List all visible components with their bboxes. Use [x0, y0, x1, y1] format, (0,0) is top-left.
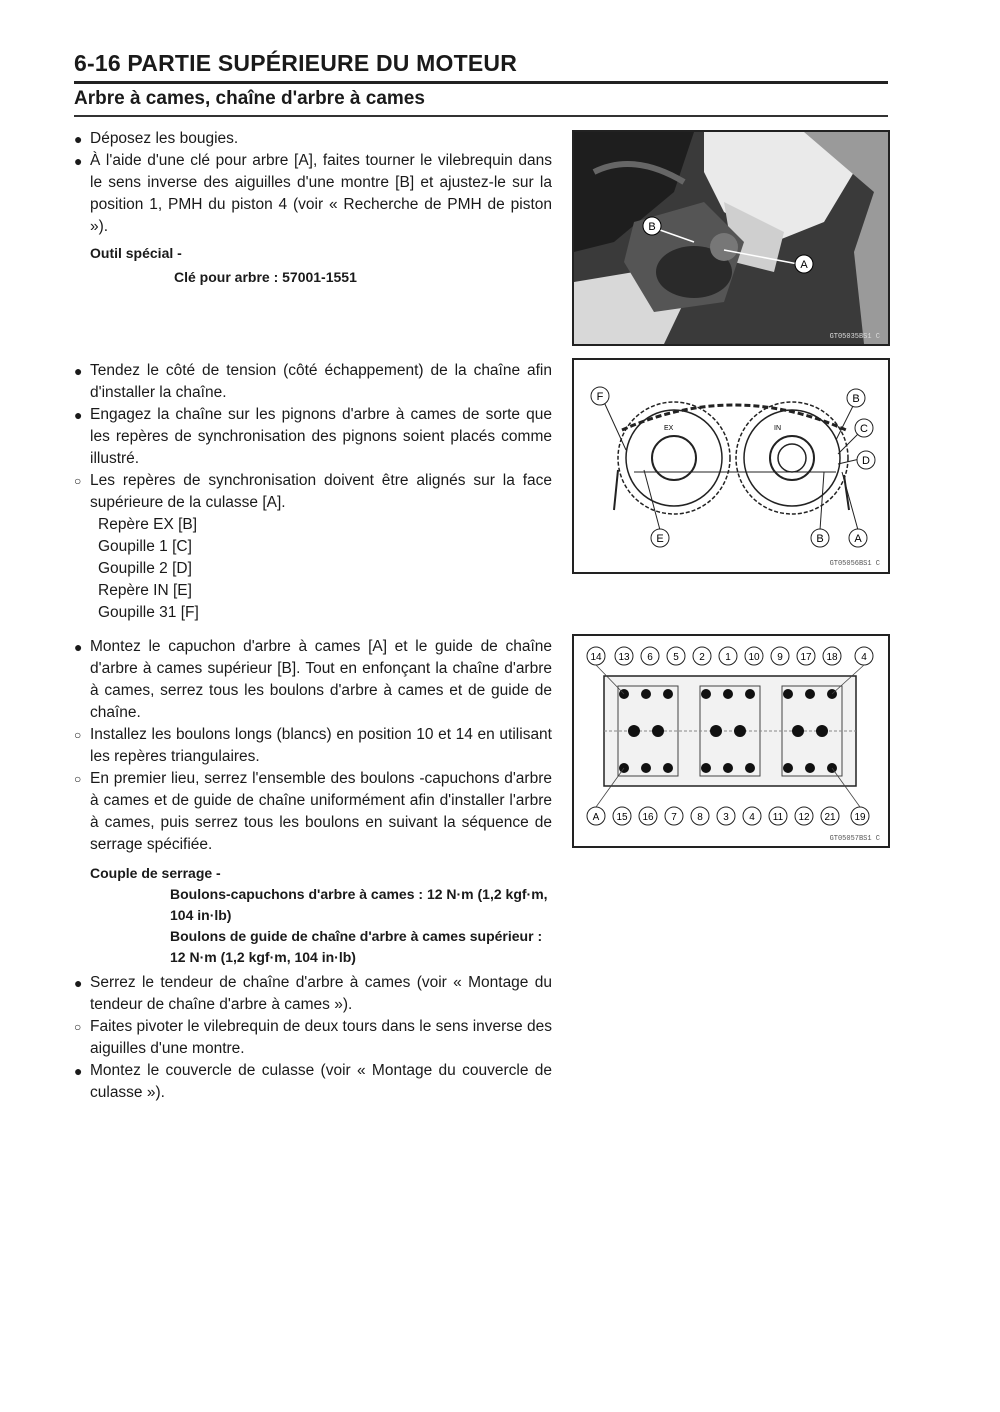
top-bolt-number — [615, 647, 633, 665]
bolt-number: 7 — [671, 812, 677, 823]
crankshaft-photo-illustration — [574, 132, 888, 344]
instruction-text: Installez les boulons longs (blancs) en position 10 et 14 en utilisant les repères triangulaires. — [90, 726, 552, 765]
instruction-text: Serrez le tendeur de chaîne d'arbre à cames (voir « Montage du tendeur de chaîne d'arbre à cames »). — [90, 974, 552, 1013]
bolt-number: 4 — [749, 812, 755, 823]
bolt-number: A — [592, 812, 600, 823]
reference-item: Goupille 31 [F] — [98, 604, 199, 621]
top-bolt-number — [693, 647, 711, 665]
sub-marker: ○ — [74, 474, 82, 488]
instruction-text: En premier lieu, serrez l'ensemble des boulons -capuchons d'arbre à cames et de guide de chaîne uniformément afin d'installer l'arbre à cames, puis serrez tous les boulons en suivant la séquence de serrage spécifiée. — [90, 770, 552, 853]
bottom-bolt-number — [587, 807, 605, 825]
instruction-engage-chain — [74, 404, 552, 470]
label-a: A — [854, 533, 862, 545]
bottom-bolt-number — [717, 807, 735, 825]
bolt-number: 15 — [616, 812, 628, 823]
bolt-number: 11 — [772, 812, 784, 823]
figure-sprocket-diagram — [572, 358, 890, 574]
bolt-sequence-diagram — [574, 636, 888, 846]
bolt-number: 12 — [798, 812, 810, 823]
bottom-bolt-number — [743, 807, 761, 825]
note-tighten-sequence — [74, 768, 552, 856]
reference-item: Repère IN [E] — [98, 582, 192, 599]
instruction-text: Montez le couvercle de culasse (voir « Montage du couvercle de culasse »). — [90, 1062, 552, 1101]
instruction-text: Montez le capuchon d'arbre à cames [A] et le guide de chaîne d'arbre à cames supérieur [B]. Tout en enfonçant la chaîne d'arbre à cames, serrez tous les boulons d'arbre à cames et de guide de chaîne. — [90, 638, 552, 721]
block1-text — [74, 128, 552, 288]
bolt-number: 18 — [826, 652, 838, 663]
bullet-marker: ● — [74, 131, 83, 147]
top-bolt-number — [667, 647, 685, 665]
header-rule — [74, 81, 888, 84]
torque-spec-caps: Boulons-capuchons d'arbre à cames : 12 N·m (1,2 kgf·m, 104 in·lb) — [170, 886, 548, 923]
sprocket-in-mark: IN — [774, 425, 781, 432]
bolt-number: 14 — [590, 652, 602, 663]
label-b: B — [816, 533, 824, 545]
bolt-number: 5 — [673, 652, 679, 663]
bullet-marker: ● — [74, 363, 83, 379]
bolt-number: 17 — [800, 652, 812, 663]
note-long-bolts — [74, 724, 552, 768]
instruction-text: À l'aide d'une clé pour arbre [A], faites tourner le vilebrequin dans le sens inverse des aiguilles d'une montre [B] et ajustez-le sur la position 1, PMH du piston 4 (voir « Recherche de PMH de piston »). — [90, 152, 552, 235]
reference-item: Goupille 1 [C] — [98, 538, 192, 555]
bolt-number: 9 — [777, 652, 783, 663]
label-b: B — [852, 393, 860, 405]
bolt-number: 16 — [642, 812, 654, 823]
instruction-text: Faites pivoter le vilebrequin de deux tours dans le sens inverse des aiguilles d'une montre. — [90, 1018, 552, 1057]
instruction-text: Tendez le côté de tension (côté échappement) de la chaîne afin d'installer la chaîne. — [90, 362, 552, 401]
top-bolt-number — [587, 647, 605, 665]
bolt-number: 1 — [725, 652, 731, 663]
section-title: Arbre à cames, chaîne d'arbre à cames — [74, 88, 425, 109]
instruction-remove-plugs — [74, 128, 552, 150]
bolt-number: 10 — [748, 652, 760, 663]
bottom-bolt-number — [821, 807, 839, 825]
bullet-marker: ● — [74, 975, 83, 991]
bottom-bolt-number — [851, 807, 869, 825]
instruction-install-cover — [74, 1060, 552, 1104]
instruction-tensioner — [74, 972, 552, 1016]
label-c: C — [860, 423, 868, 435]
block2-text — [74, 360, 552, 624]
label-b: B — [648, 221, 656, 233]
instruction-text: Déposez les bougies. — [90, 130, 239, 147]
bolt-number: 19 — [854, 812, 866, 823]
bolt-number: 3 — [723, 812, 729, 823]
instruction-install-caps — [74, 636, 552, 724]
reference-item: Goupille 2 [D] — [98, 560, 192, 577]
bolt-number: 2 — [699, 652, 705, 663]
sub-marker: ○ — [74, 1020, 82, 1034]
page-title: 6-16 PARTIE SUPÉRIEURE DU MOTEUR — [74, 50, 518, 76]
section-rule — [74, 115, 888, 117]
label-e: E — [656, 533, 664, 545]
figure-crankshaft-photo — [572, 130, 890, 346]
top-bolt-number — [745, 647, 763, 665]
bottom-bolt-number — [769, 807, 787, 825]
bolt-number: 6 — [647, 652, 653, 663]
top-bolt-number — [641, 647, 659, 665]
figure-id: GT05035BS1 C — [829, 333, 880, 341]
bottom-bolt-number — [795, 807, 813, 825]
top-bolt-number — [823, 647, 841, 665]
sprocket-diagram — [574, 360, 888, 572]
sub-marker: ○ — [74, 728, 82, 742]
bottom-bolt-number — [613, 807, 631, 825]
bullet-marker: ● — [74, 1063, 83, 1079]
top-bolt-number — [719, 647, 737, 665]
bolt-number: 21 — [824, 812, 836, 823]
bolt-number: 8 — [697, 812, 703, 823]
bolt-number: 4 — [861, 652, 867, 663]
block3-text — [74, 636, 552, 1104]
torque-spec-guide: Boulons de guide de chaîne d'arbre à cames supérieur : 12 N·m (1,2 kgf·m, 104 in·lb) — [170, 928, 543, 965]
bolt-number: 13 — [618, 652, 630, 663]
bullet-marker: ● — [74, 407, 83, 423]
bullet-marker: ● — [74, 639, 83, 655]
bottom-bolt-number — [639, 807, 657, 825]
special-tool-value: Clé pour arbre : 57001-1551 — [174, 269, 357, 285]
sub-marker: ○ — [74, 772, 82, 786]
note-timing-marks — [74, 470, 552, 514]
figure-bolt-sequence — [572, 634, 890, 848]
bullet-marker: ● — [74, 153, 83, 169]
instruction-text: Les repères de synchronisation doivent être alignés sur la face supérieure de la culasse [A]. — [90, 472, 552, 511]
instruction-text: Engagez la chaîne sur les pignons d'arbre à cames de sorte que les repères de synchronisation des pignons soient placés comme illustré. — [90, 406, 552, 467]
top-bolt-number — [771, 647, 789, 665]
note-rotate-crankshaft — [74, 1016, 552, 1060]
special-tool-label: Outil spécial - — [90, 245, 182, 261]
reference-item: Repère EX [B] — [98, 516, 198, 533]
torque-label: Couple de serrage - — [90, 865, 221, 881]
top-bolt-number — [855, 647, 873, 665]
instruction-tension-chain — [74, 360, 552, 404]
label-d: D — [862, 455, 870, 467]
top-bolt-number — [797, 647, 815, 665]
figure-id: GT05057BS1 C — [829, 835, 880, 843]
label-f: F — [596, 391, 604, 403]
sprocket-ex-mark: EX — [664, 425, 674, 432]
figure-id: GT05056BS1 C — [829, 560, 880, 568]
instruction-turn-crankshaft — [74, 150, 552, 238]
label-a: A — [800, 259, 808, 271]
reference-list — [98, 514, 552, 624]
bottom-bolt-number — [665, 807, 683, 825]
bottom-bolt-number — [691, 807, 709, 825]
page-header — [74, 48, 888, 78]
